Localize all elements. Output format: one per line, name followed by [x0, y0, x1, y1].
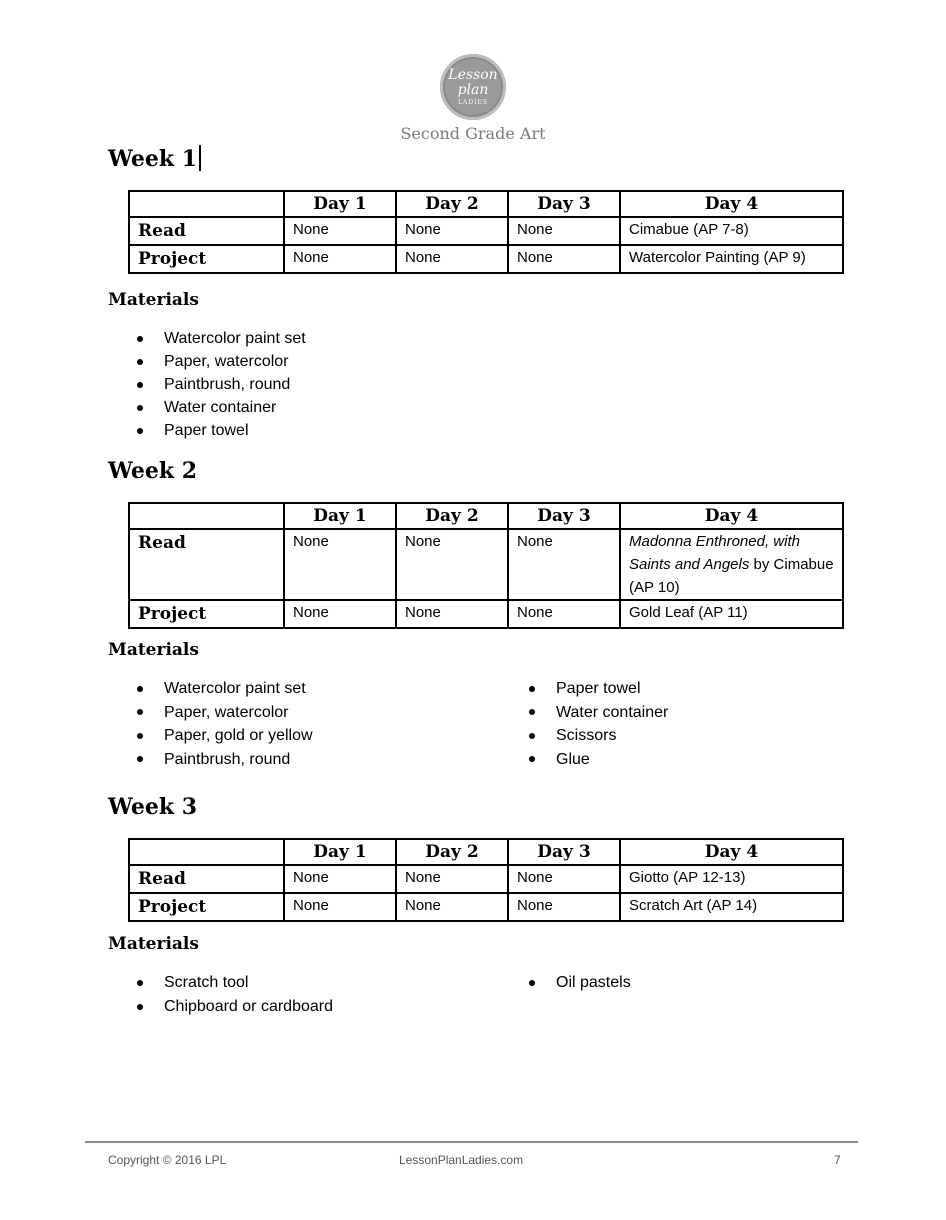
list-item: Chipboard or cardboard: [136, 995, 333, 1019]
list-item: Watercolor paint set: [136, 327, 306, 350]
header-day-4: Day 4: [620, 503, 843, 529]
table-row-read: [129, 217, 843, 245]
table-cell: None: [508, 245, 620, 273]
table-cell: None: [508, 865, 620, 893]
table-header-row: [129, 503, 843, 529]
week-1-title: [108, 145, 201, 172]
artwork-credit: by Cimabue (AP 10): [629, 556, 834, 596]
table-cell: None: [396, 245, 508, 273]
list-item: Paper, gold or yellow: [136, 724, 313, 748]
week-1-schedule-table: [128, 190, 844, 274]
artwork-title: Madonna Enthroned, with Saints and Angels: [629, 533, 800, 573]
week-2-materials-title: Materials: [108, 640, 199, 660]
row-label-read: Read: [129, 529, 284, 600]
table-cell: None: [508, 893, 620, 921]
header-day-2: Day 2: [396, 503, 508, 529]
table-cell: Gold Leaf (AP 11): [620, 600, 843, 628]
list-item: Scratch tool: [136, 971, 333, 995]
header-empty-cell: [129, 191, 284, 217]
week-1-title-text: Week 1: [108, 146, 198, 172]
table-row-read: [129, 529, 843, 600]
table-cell: Cimabue (AP 7-8): [620, 217, 843, 245]
table-row-read: [129, 865, 843, 893]
table-header-row: [129, 191, 843, 217]
list-item: Watercolor paint set: [136, 677, 313, 701]
list-item: Paper towel: [528, 677, 668, 701]
footer-copyright: Copyright © 2016 LPL: [108, 1153, 227, 1167]
subject-title: Second Grade Art: [400, 124, 546, 143]
week-2-materials-list-right: [528, 677, 668, 771]
table-cell: None: [284, 217, 396, 245]
table-cell: Watercolor Painting (AP 9): [620, 245, 843, 273]
table-cell: None: [284, 865, 396, 893]
week-2-materials-list-left: [136, 677, 313, 771]
table-cell: None: [284, 893, 396, 921]
header-empty-cell: [129, 503, 284, 529]
logo-text-3: LADIES: [458, 99, 488, 106]
table-cell: None: [508, 529, 620, 600]
list-item: Paper, watercolor: [136, 701, 313, 725]
header-day-2: Day 2: [396, 191, 508, 217]
row-label-project: Project: [129, 245, 284, 273]
row-label-read: Read: [129, 217, 284, 245]
footer-site: LessonPlanLadies.com: [399, 1153, 524, 1167]
table-header-row: [129, 839, 843, 865]
text-cursor: [199, 145, 201, 171]
table-cell: Giotto (AP 12-13): [620, 865, 843, 893]
list-item: Oil pastels: [528, 971, 631, 995]
header-day-1: Day 1: [284, 503, 396, 529]
table-cell: None: [396, 893, 508, 921]
week-3-schedule-table: [128, 838, 844, 922]
logo-text-2: plan: [457, 82, 489, 98]
header-day-3: Day 3: [508, 503, 620, 529]
week-3-materials-title: Materials: [108, 934, 199, 954]
table-cell: [620, 529, 843, 600]
row-label-project: Project: [129, 893, 284, 921]
table-row-project: [129, 600, 843, 628]
week-3-materials-list-right: [528, 971, 631, 995]
list-item: Paper, watercolor: [136, 350, 306, 373]
table-cell: None: [284, 245, 396, 273]
header-day-1: Day 1: [284, 839, 396, 865]
row-label-project: Project: [129, 600, 284, 628]
table-cell: None: [396, 529, 508, 600]
header-day-1: Day 1: [284, 191, 396, 217]
table-row-project: [129, 893, 843, 921]
week-1-materials-title: Materials: [108, 290, 199, 310]
list-item: Paper towel: [136, 419, 306, 442]
header-day-4: Day 4: [620, 191, 843, 217]
table-row-project: [129, 245, 843, 273]
table-cell: None: [284, 600, 396, 628]
table-cell: None: [284, 529, 396, 600]
week-3-materials-list-left: [136, 971, 333, 1019]
logo-text-1: Lesson: [448, 67, 498, 83]
table-cell: Scratch Art (AP 14): [620, 893, 843, 921]
header-day-2: Day 2: [396, 839, 508, 865]
list-item: Scissors: [528, 724, 668, 748]
header-day-4: Day 4: [620, 839, 843, 865]
row-label-read: Read: [129, 865, 284, 893]
week-1-materials-list: [136, 327, 306, 442]
page-number: 7: [834, 1153, 841, 1167]
table-cell: None: [508, 600, 620, 628]
table-cell: None: [396, 865, 508, 893]
header-day-3: Day 3: [508, 191, 620, 217]
week-3-title: Week 3: [108, 794, 198, 820]
list-item: Paintbrush, round: [136, 373, 306, 396]
table-cell: None: [508, 217, 620, 245]
list-item: Water container: [528, 701, 668, 725]
footer-divider: [85, 1141, 858, 1143]
table-cell: None: [396, 600, 508, 628]
lesson-plan-ladies-logo: [440, 54, 506, 120]
list-item: Glue: [528, 748, 668, 772]
list-item: Water container: [136, 396, 306, 419]
header-day-3: Day 3: [508, 839, 620, 865]
list-item: Paintbrush, round: [136, 748, 313, 772]
header-empty-cell: [129, 839, 284, 865]
table-cell: None: [396, 217, 508, 245]
week-2-schedule-table: [128, 502, 844, 629]
week-2-title: Week 2: [108, 458, 198, 484]
